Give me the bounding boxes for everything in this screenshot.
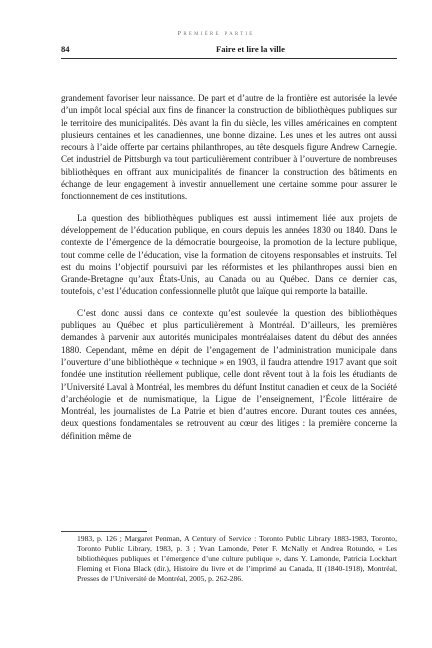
body-text	[61, 92, 397, 451]
footnote	[61, 534, 397, 584]
chapter-title: Faire et lire la ville	[216, 44, 285, 54]
footnote-rule	[61, 531, 147, 532]
page-number: 84	[61, 44, 70, 54]
running-head: Première partie	[177, 30, 255, 37]
paragraph-1: grandement favoriser leur naissance. De part et d’autre de la frontière est autorisée la levée d’un impôt local spécial aux fins de financer la construction de bibliothèques publiques sur le territoire des municipalités. Dès avant la fin du siècle, les villes américaines en comptent plusieurs centaines et les canadiennes, une bonne dizaine. Les unes et les autres ont aussi recours à l’aide offerte par certains philanthropes, au tête desquels figure Andrew Carnegie. Cet industriel de Pittsburgh va tout particulièrement contribuer à l’ouverture de nombreuses bibliothèques en offrant aux municipalités de financer la construction des bâtiments en échange de leur engagement à investir annuellement une certaine somme pour assurer le fonctionnement de ces institutions.	[61, 93, 397, 202]
paragraph-3: C’est donc aussi dans ce contexte qu’est soulevée la question des bibliothèques publiques au Québec et plus particulièrement à Montréal. D’ailleurs, les premières demandes à parvenir aux autorités municipales montréalaises datent du début des années 1880. Cependant, même en dépit de l’engagement de l’administration municipale dans l’ouverture d’une bibliothèque « technique » en 1903, il faudra attendre 1917 avant que soit fondée une institution réellement publique, celle dont rêvent tout à la fois les étudiants de l’Université Laval à Montréal, les membres du défunt Institut canadien et ceux de la Société d’archéologie et de numismatique, la Ligue de l’enseignement, l’École littéraire de Montréal, les journalistes de La Patrie et bien d’autres encore. Durant toutes ces années, deux questions fondamentales se retrouvent au cœur des litiges : la première concerne la définition même de	[61, 307, 397, 441]
header-rule	[61, 58, 397, 59]
paragraph-2: La question des bibliothèques publiques est aussi intimement liée aux projets de développement de l’éducation publique, en cours depuis les années 1830 ou 1840. Dans le contexte de l’émergence de la démocratie bourgeoise, la promotion de la lecture publique, tout comme celle de l’éducation, vise la formation de citoyens responsables et instruits. Tel est du moins l’objectif poursuivi par les réformistes et les philanthropes aussi bien en Grande-Bretagne qu’aux États-Unis, au Canada ou au Québec. Dans ce dernier cas, toutefois, c’est l’éducation confessionnelle plutôt que laïque qui remporte la bataille.	[61, 212, 397, 297]
footnote-text: 1983, p. 126 ; Margaret Penman, A Century of Service : Toronto Public Library 1883-1983, Toronto, Toronto Public Library, 1983, p. 3 ; Yvan Lamonde, Peter F. McNally et Andrea Rotundo, « Les bibliothèques publiques et l’émergence d’une culture publique », dans Y. Lamonde, Patricia Lockhart Fleming et Fiona Black (dir.), Histoire du livre et de l’imprimé au Canada, II (1840-1918), Montréal, Presses de l’Université de Montréal, 2005, p. 262-286.	[77, 534, 397, 584]
